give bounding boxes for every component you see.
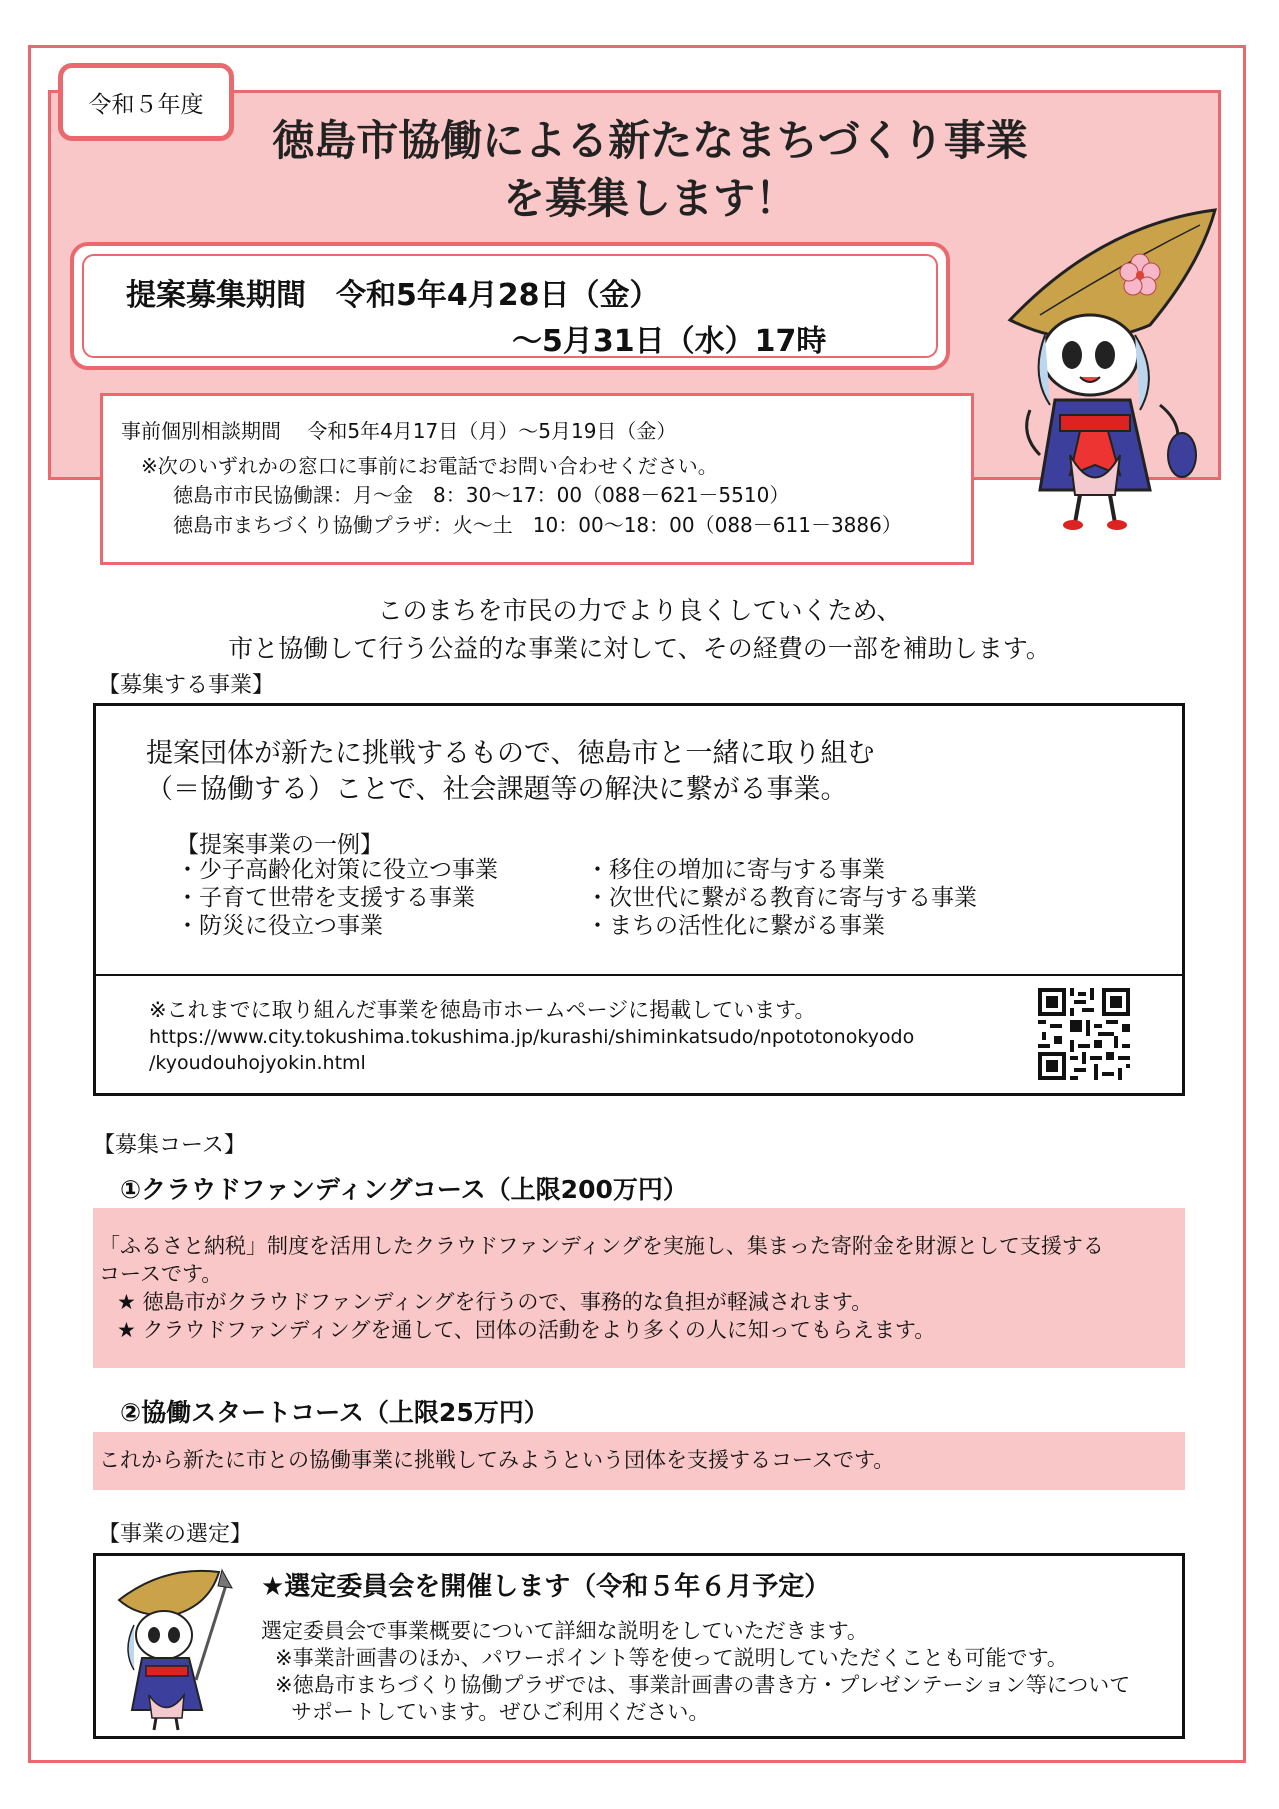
selection-line-3: ※徳島市まちづくり協働プラザでは、事業計画書の書き方・プレゼンテーション等について (275, 1673, 1131, 1697)
course-1-box (93, 1208, 1185, 1368)
intro-text (0, 592, 1279, 668)
example-item: ・次世代に繋がる教育に寄与する事業 (586, 885, 977, 911)
proposal-period-line-1: 提案募集期間 令和5年4月28日（金） (126, 278, 660, 313)
qr-code-icon[interactable] (1038, 988, 1130, 1080)
consultation-note: ※次のいずれかの窓口に事前にお電話でお問い合わせください。 (141, 454, 718, 478)
courses-section-label: 【募集コース】 (93, 1133, 246, 1158)
selection-line-1: 選定委員会で事業概要について詳細な説明をしていただきます。 (261, 1619, 868, 1643)
proposal-period-line-2: ～5月31日（水）17時 (512, 324, 827, 359)
selection-line-4: サポートしています。ぜひご利用ください。 (291, 1700, 710, 1724)
consultation-office-1: 徳島市市民協働課：月～金 8：30～17：00（088－621－5510） (173, 483, 790, 507)
projects-description (146, 736, 1046, 808)
homepage-note: ※これまでに取り組んだ事業を徳島市ホームページに掲載しています。 (149, 998, 816, 1022)
mascot-illustration (1000, 205, 1230, 535)
selection-title: ★選定委員会を開催します（令和５年６月予定） (261, 1572, 831, 1602)
course-1-desc-line-2: コースです。 (99, 1262, 223, 1286)
selection-section-label: 【事業の選定】 (98, 1522, 253, 1547)
title-line-2: を募集します！ (502, 174, 797, 223)
course-1-point-1: ★ 徳島市がクラウドファンディングを行うので、事務的な負担が軽減されます。 (117, 1290, 873, 1314)
consultation-box (100, 393, 974, 565)
consultation-office-2: 徳島市まちづくり協働プラザ：火～土 10：00～18：00（088－611－3886） (173, 513, 902, 537)
title-line-1: 徳島市協働による新たなまちづくり事業 (272, 116, 1028, 165)
examples-right-column (586, 856, 977, 940)
course-1-title: ①クラウドファンディングコース（上限200万円） (120, 1175, 688, 1204)
page-title (200, 112, 1100, 228)
projects-section-label: 【募集する事業】 (98, 673, 275, 698)
projects-box (93, 703, 1185, 1096)
examples-heading: 【提案事業の一例】 (176, 832, 383, 858)
example-item: ・移住の増加に寄与する事業 (586, 857, 885, 883)
homepage-url-line-2[interactable]: /kyoudouhojyokin.html (149, 1052, 366, 1074)
example-item: ・防災に役立つ事業 (176, 913, 383, 939)
example-item: ・まちの活性化に繋がる事業 (586, 913, 885, 939)
example-item: ・少子高齢化対策に役立つ事業 (176, 857, 498, 883)
course-2-box (93, 1432, 1185, 1490)
course-1-desc-line-1: 「ふるさと納税」制度を活用したクラウドファンディングを実施し、集まった寄附金を財源として支援する (99, 1234, 1104, 1258)
mascot-small-illustration (104, 1560, 254, 1735)
homepage-url[interactable] (149, 1024, 1009, 1076)
examples-left-column (176, 856, 498, 940)
selection-line-2: ※事業計画書のほか、パワーポイント等を使って説明していただくことも可能です。 (275, 1646, 1068, 1670)
projects-desc-line-2: （＝協働する）ことで、社会課題等の解決に繋がる事業。 (146, 774, 848, 805)
intro-line-1: このまちを市民の力でより良くしていくため、 (377, 596, 902, 625)
consultation-period: 事前個別相談期間 令和5年4月17日（月）～5月19日（金） (121, 419, 677, 443)
selection-box (93, 1553, 1185, 1739)
homepage-url-line-1[interactable]: https://www.city.tokushima.tokushima.jp/kurashi/shiminkatsudo/npototonokyodo (149, 1026, 915, 1048)
course-2-title: ②協働スタートコース（上限25万円） (120, 1398, 549, 1427)
projects-desc-line-1: 提案団体が新たに挑戦するもので、徳島市と一緒に取り組む (146, 738, 875, 769)
example-item: ・子育て世帯を支援する事業 (176, 885, 475, 911)
course-1-point-2: ★ クラウドファンディングを通して、団体の活動をより多くの人に知ってもらえます。 (117, 1318, 936, 1342)
selection-text (261, 1618, 1161, 1726)
course-2-desc: これから新たに市との協働事業に挑戦してみようという団体を支援するコースです。 (99, 1448, 895, 1472)
fiscal-year-label: 令和５年度 (88, 91, 204, 118)
section-divider (96, 974, 1182, 976)
intro-line-2: 市と協働して行う公益的な事業に対して、その経費の一部を補助します。 (228, 634, 1051, 663)
proposal-period-box (70, 242, 950, 370)
